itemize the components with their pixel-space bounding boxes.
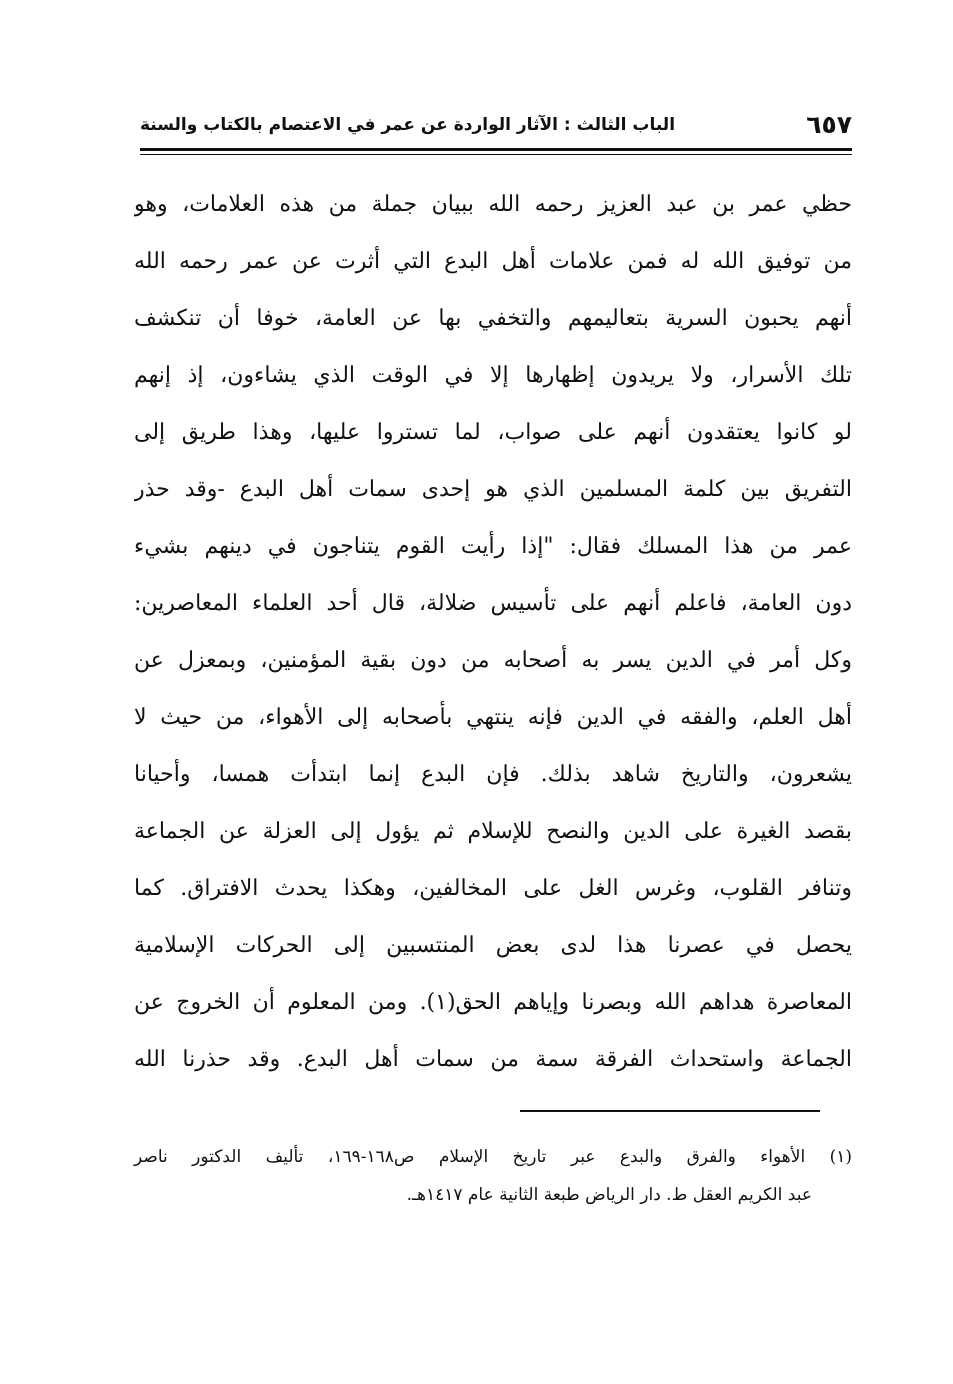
footnote-1-line-1: (١) الأهواء والفرق والبدع عبر تاريخ الإسلام ص١٦٨-١٦٩، تأليف الدكتور ناصر — [134, 1147, 852, 1167]
text-line-5: لو كانوا يعتقدون أنهم على صواب، لما تستروا عليها، وهذا طريق إلى — [134, 420, 852, 445]
text-line-14: يحصل في عصرنا هذا لدى بعض المنتسبين إلى الحركات الإسلامية — [134, 933, 852, 958]
text-line-9: وكل أمر في الدين يسر به أصحابه من دون بقية المؤمنين، وبمعزل عن — [134, 648, 852, 673]
header-rule-thin — [140, 154, 852, 155]
text-line-13: وتنافر القلوب، وغرس الغل على المخالفين، وهكذا يحدث الافتراق. كما — [134, 876, 852, 901]
text-line-6: التفريق بين كلمة المسلمين الذي هو إحدى سمات أهل البدع -وقد حذر — [134, 477, 852, 502]
text-line-15: المعاصرة هداهم الله وبصرنا وإياهم الحق(١). ومن المعلوم أن الخروج عن — [134, 990, 852, 1015]
footnote-1-line-2: عبد الكريم العقل ط. دار الرياض طبعة الثانية عام ١٤١٧هـ. — [406, 1185, 812, 1205]
text-line-10: أهل العلم، والفقه في الدين فإنه ينتهي بأصحابه إلى الأهواء، من حيث لا — [134, 705, 852, 730]
text-line-2: من توفيق الله له فمن علامات أهل البدع التي أثرت عن عمر رحمه الله — [134, 249, 852, 274]
text-line-1: حظي عمر بن عبد العزيز رحمه الله ببيان جملة من هذه العلامات، وهو — [134, 192, 852, 217]
text-line-7: عمر من هذا المسلك فقال: "إذا رأيت القوم يتناجون في دينهم بشيء — [134, 534, 852, 559]
text-line-4: تلك الأسرار، ولا يريدون إظهارها إلا في الوقت الذي يشاءون، إذ إنهم — [134, 363, 852, 388]
text-line-3: أنهم يحبون السرية بتعاليمهم والتخفي بها عن العامة، خوفا أن تنكشف — [134, 306, 852, 331]
text-line-16: الجماعة واستحداث الفرقة سمة من سمات أهل البدع. وقد حذرنا الله — [134, 1047, 852, 1072]
main-text — [134, 176, 852, 1088]
footnote-separator — [520, 1110, 820, 1112]
text-line-12: بقصد الغيرة على الدين والنصح للإسلام ثم يؤول إلى العزلة عن الجماعة — [134, 819, 852, 844]
text-line-8: دون العامة، فاعلم أنهم على تأسيس ضلالة، قال أحد العلماء المعاصرين: — [134, 591, 852, 616]
page-number: ٦٥٧ — [806, 110, 852, 139]
footnotes — [134, 1138, 852, 1214]
running-title: الباب الثالث : الآثار الواردة عن عمر في الاعتصام بالكتاب والسنة — [140, 115, 676, 135]
page-header — [140, 108, 852, 150]
text-line-11: يشعرون، والتاريخ شاهد بذلك. فإن البدع إنما ابتدأت همسا، وأحيانا — [134, 762, 852, 787]
header-rule — [140, 148, 852, 151]
